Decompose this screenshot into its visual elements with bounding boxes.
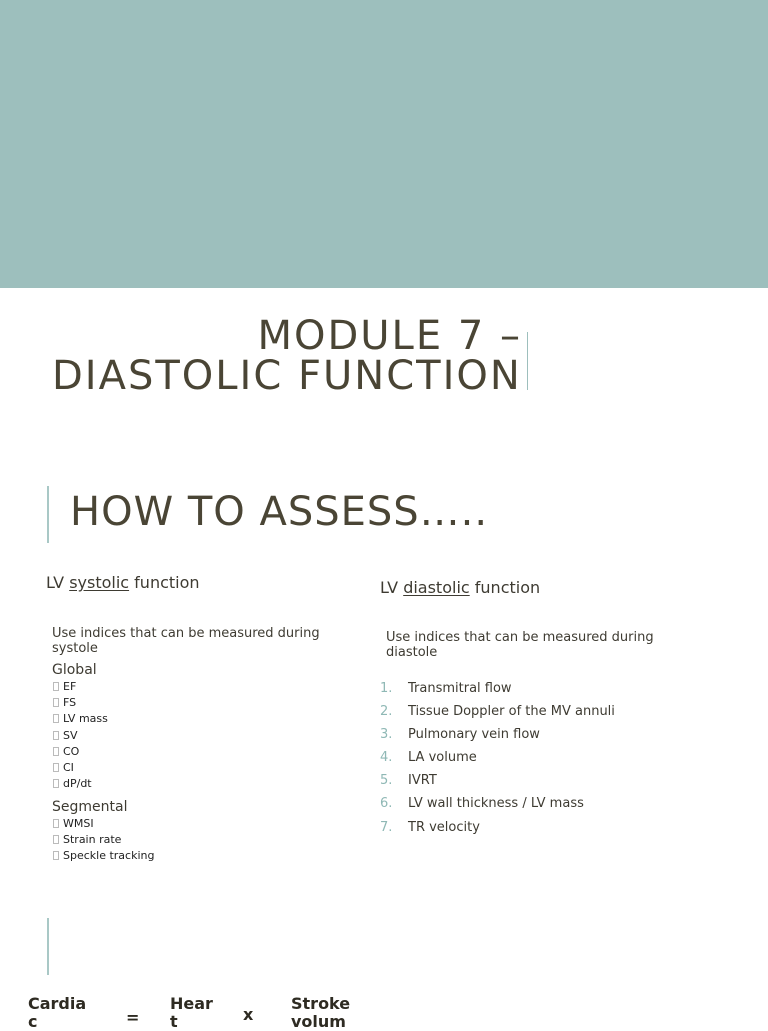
- systolic-heading-suffix: function: [129, 573, 200, 592]
- global-indices-list: [52, 679, 108, 792]
- list-number: 1.: [380, 681, 393, 696]
- list-number: 6.: [380, 796, 393, 812]
- title-divider: [527, 332, 528, 390]
- diastolic-keyword: diastolic: [403, 578, 470, 597]
- diastolic-intro: Use indices that can be measured during diastole: [386, 630, 654, 660]
- global-index-item: dP/dt: [52, 776, 108, 792]
- list-number: 7.: [380, 819, 393, 835]
- global-index-item: CI: [52, 760, 108, 776]
- segmental-label: Segmental: [52, 799, 128, 815]
- slide3-accent-bar: [47, 918, 49, 975]
- diastolic-heading-prefix: LV: [380, 578, 404, 597]
- global-index-item: LV mass: [52, 711, 108, 727]
- global-index-item: CO: [52, 744, 108, 760]
- systolic-keyword: systolic: [69, 573, 130, 592]
- diastolic-index-label: LA volume: [408, 750, 477, 766]
- list-number: 2.: [380, 704, 393, 720]
- diastolic-index-label: IVRT: [408, 773, 437, 789]
- diastolic-index-item: [380, 771, 615, 794]
- diastolic-index-item: [380, 679, 615, 702]
- formula-heart-rate: Hear t: [170, 994, 213, 1031]
- diastolic-index-item: [380, 702, 615, 725]
- diastolic-index-label: TR velocity: [408, 819, 480, 835]
- heading-accent-bar: [47, 486, 49, 543]
- global-index-item: EF: [52, 679, 108, 695]
- title-banner: [0, 0, 768, 288]
- global-label: Global: [52, 662, 97, 678]
- segmental-index-item: WMSI: [52, 816, 154, 832]
- diastolic-index-label: LV wall thickness / LV mass: [408, 796, 584, 812]
- section-heading: HOW TO ASSESS…..: [70, 489, 489, 535]
- list-number: 3.: [380, 727, 393, 743]
- slide-title-line1: MODULE 7 –: [257, 313, 522, 359]
- systolic-intro: Use indices that can be measured during systole: [52, 626, 320, 656]
- diastolic-indices-list: [380, 679, 615, 841]
- slide-title: [52, 313, 522, 399]
- list-number: 5.: [380, 773, 393, 789]
- segmental-index-item: Strain rate: [52, 832, 154, 848]
- segmental-index-item: Speckle tracking: [52, 848, 154, 864]
- formula-cardiac-output: Cardia c: [28, 994, 87, 1031]
- formula-stroke-volume: Stroke volum: [291, 994, 351, 1031]
- formula-times: x: [243, 1005, 254, 1024]
- diastolic-index-item: [380, 725, 615, 748]
- diastolic-index-label: Transmitral flow: [408, 681, 512, 696]
- list-number: 4.: [380, 750, 393, 766]
- global-index-item: SV: [52, 728, 108, 744]
- segmental-indices-list: [52, 816, 154, 865]
- systolic-heading-prefix: LV: [46, 573, 70, 592]
- diastolic-index-item: [380, 794, 615, 817]
- diastolic-column-heading: [380, 578, 540, 597]
- slide-title-line2: DIASTOLIC FUNCTION: [52, 353, 522, 399]
- diastolic-index-label: Pulmonary vein flow: [408, 727, 540, 743]
- diastolic-index-item: [380, 818, 615, 841]
- formula-equals: =: [126, 1008, 140, 1027]
- diastolic-index-item: [380, 748, 615, 771]
- global-index-item: FS: [52, 695, 108, 711]
- diastolic-index-label: Tissue Doppler of the MV annuli: [408, 704, 615, 720]
- diastolic-heading-suffix: function: [469, 578, 541, 597]
- systolic-column-heading: [46, 573, 200, 592]
